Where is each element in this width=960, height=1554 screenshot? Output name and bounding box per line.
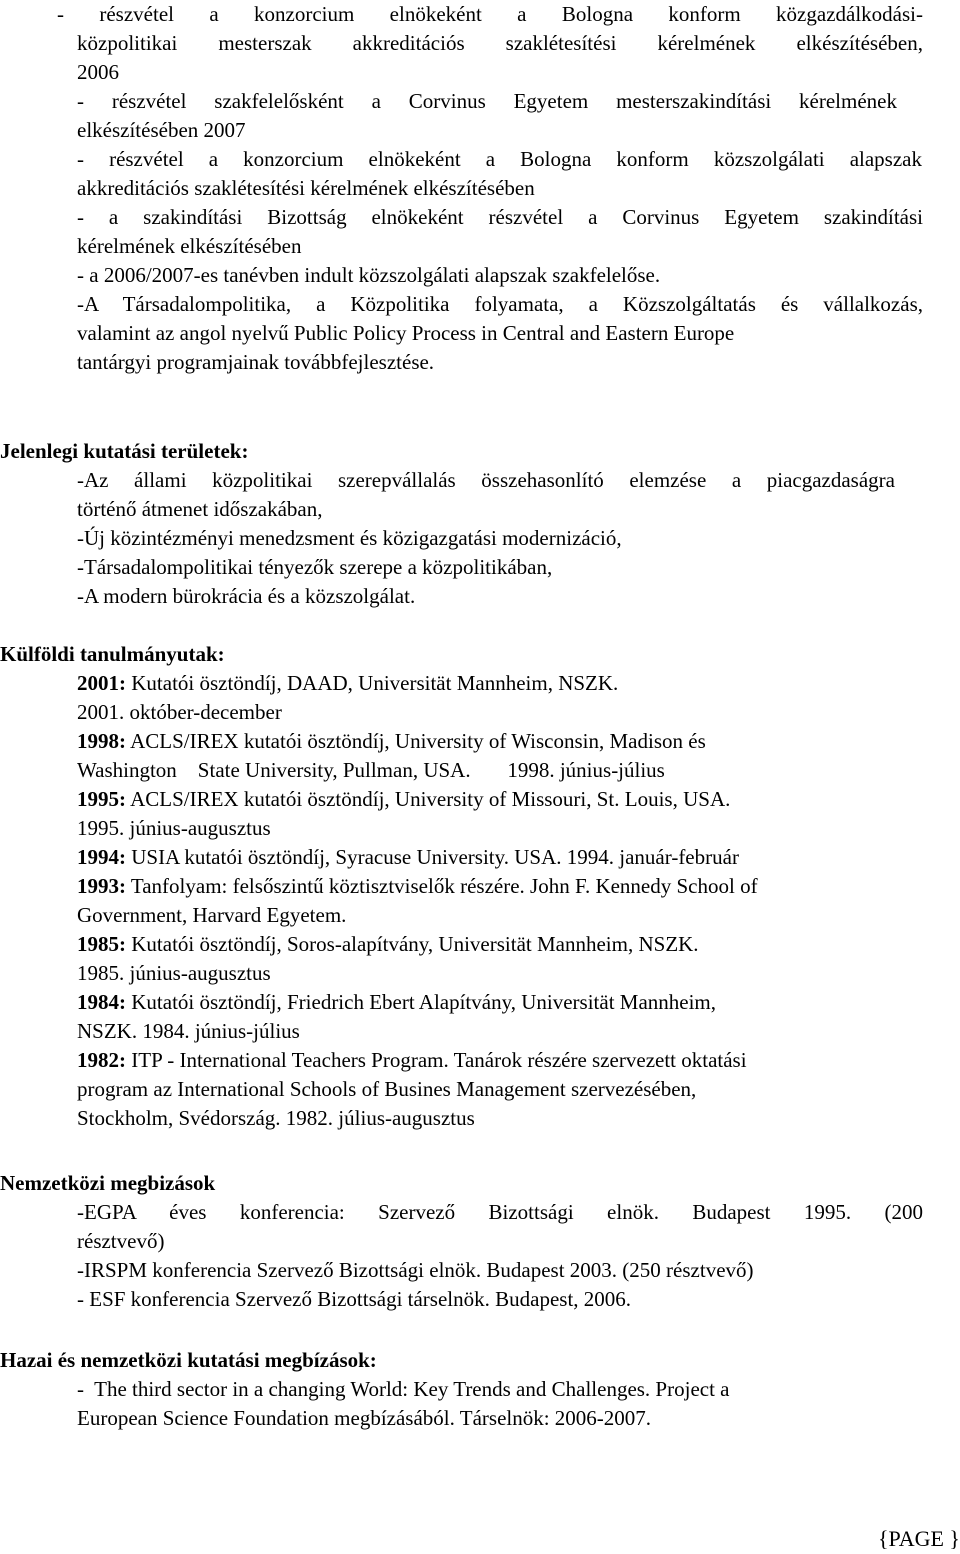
study-trip-year: 1995: <box>77 787 126 811</box>
study-trip-text: 1985. június-augusztus <box>77 961 271 985</box>
study-trip-line <box>77 843 739 872</box>
activity-line: - a 2006/2007-es tanévben indult közszolgálati alapszak szakfelelőse. <box>77 263 661 287</box>
activity-line: -A Társadalompolitika, a Közpolitika folyamata, a Közszolgáltatás és vállalkozás, <box>77 292 923 316</box>
study-trip-year: 2001: <box>77 671 126 695</box>
study-trip-text: NSZK. 1984. június-július <box>77 1019 300 1043</box>
study-trip-year: 1998: <box>77 729 126 753</box>
research-line: -Új közintézményi menedzsment és közigazgatási modernizáció, <box>77 526 622 550</box>
international-line: -IRSPM konferencia Szervező Bizottsági elnök. Budapest 2003. (250 résztvevő) <box>77 1258 754 1282</box>
activity-line: - részvétel a konzorcium elnökeként a Bologna konform közgazdálkodási- <box>57 2 923 26</box>
study-trip-line <box>77 727 706 756</box>
study-trip-line <box>77 988 716 1017</box>
study-trip-year: 1984: <box>77 990 126 1014</box>
study-trip-line <box>77 814 271 843</box>
activity-line: - részvétel a konzorcium elnökeként a Bologna konform közszolgálati alapszak <box>77 147 922 171</box>
study-trip-line <box>77 1046 747 1075</box>
study-trip-line <box>77 872 758 901</box>
study-trip-line <box>77 1075 696 1104</box>
international-line: - ESF konferencia Szervező Bizottsági társelnök. Budapest, 2006. <box>77 1287 632 1311</box>
activity-line: elkészítésében 2007 <box>77 118 246 142</box>
activity-line: tantárgyi programjainak továbbfejlesztése. <box>77 350 435 374</box>
study-trip-text: 2001. október-december <box>77 700 282 724</box>
study-trip-text: Stockholm, Svédország. 1982. július-augusztus <box>77 1106 475 1130</box>
international-line: résztvevő) <box>77 1229 165 1253</box>
study-trip-text: ACLS/IREX kutatói ösztöndíj, University of Missouri, St. Louis, USA. <box>126 787 731 811</box>
study-trip-text: Kutatói ösztöndíj, DAAD, Universität Mannheim, NSZK. <box>126 671 619 695</box>
research-line: történő átmenet időszakában, <box>77 497 323 521</box>
research-line: -A modern bürokrácia és a közszolgálat. <box>77 584 416 608</box>
study-trip-text: program az International Schools of Busines Management szervezésében, <box>77 1077 697 1101</box>
international-line: -EGPA éves konferencia: Szervező Bizottsági elnök. Budapest 1995. (200 <box>77 1200 923 1224</box>
study-trip-text: 1995. június-augusztus <box>77 816 271 840</box>
activity-line: valamint az angol nyelvű Public Policy Process in Central and Eastern Europe <box>77 321 735 345</box>
study-trip-text: Kutatói ösztöndíj, Friedrich Ebert Alapítvány, Universität Mannheim, <box>126 990 717 1014</box>
activity-line: - részvétel szakfelelősként a Corvinus Egyetem mesterszakindítási kérelmének <box>77 89 897 113</box>
activity-line: akkreditációs szaklétesítési kérelmének elkészítésében <box>77 176 535 200</box>
section-heading-research: Jelenlegi kutatási területek: <box>0 439 249 463</box>
activity-line: 2006 <box>77 60 119 84</box>
study-trip-line <box>77 785 730 814</box>
page-number-field: {PAGE } <box>877 1526 960 1551</box>
study-trip-line <box>77 930 699 959</box>
study-trip-line <box>77 901 346 930</box>
study-trip-year: 1985: <box>77 932 126 956</box>
study-trip-line <box>77 959 271 988</box>
study-trip-line <box>77 1104 475 1133</box>
research-line: -Az állami közpolitikai szerepvállalás összehasonlító elemzése a piacgazdaságra <box>77 468 895 492</box>
study-trip-text: ACLS/IREX kutatói ösztöndíj, University of Wisconsin, Madison és <box>126 729 706 753</box>
commission-line: - The third sector in a changing World: Key Trends and Challenges. Project a <box>77 1377 730 1401</box>
section-heading-research-commissions: Hazai és nemzetközi kutatási megbízások: <box>0 1348 377 1372</box>
activity-line: - a szakindítási Bizottság elnökeként részvétel a Corvinus Egyetem szakindítási <box>77 205 923 229</box>
study-trip-year: 1994: <box>77 845 126 869</box>
study-trip-text: USIA kutatói ösztöndíj, Syracuse University. USA. 1994. január-február <box>126 845 739 869</box>
study-trip-text: ITP - International Teachers Program. Tanárok részére szervezett oktatási <box>126 1048 747 1072</box>
activity-line: kérelmének elkészítésében <box>77 234 302 258</box>
study-trip-text: Government, Harvard Egyetem. <box>77 903 347 927</box>
study-trip-year: 1982: <box>77 1048 126 1072</box>
study-trip-line <box>77 1017 300 1046</box>
commission-line: European Science Foundation megbízásából. Társelnök: 2006-2007. <box>77 1406 652 1430</box>
study-trip-text: Tanfolyam: felsőszintű köztisztviselők részére. John F. Kennedy School of <box>126 874 758 898</box>
study-trip-line <box>77 669 618 698</box>
study-trip-line <box>77 698 282 727</box>
study-trip-year: 1993: <box>77 874 126 898</box>
study-trip-line <box>77 756 665 785</box>
study-trip-text: Washington State University, Pullman, USA. 1998. június-július <box>77 758 665 782</box>
section-heading-international: Nemzetközi megbizások <box>0 1171 216 1195</box>
activity-line: közpolitikai mesterszak akkreditációs szaklétesítési kérelmének elkészítésében, <box>77 31 923 55</box>
study-trip-text: Kutatói ösztöndíj, Soros-alapítvány, Universität Mannheim, NSZK. <box>126 932 699 956</box>
section-heading-study-trips: Külföldi tanulmányutak: <box>0 642 225 666</box>
research-line: -Társadalompolitikai tényezők szerepe a közpolitikában, <box>77 555 553 579</box>
